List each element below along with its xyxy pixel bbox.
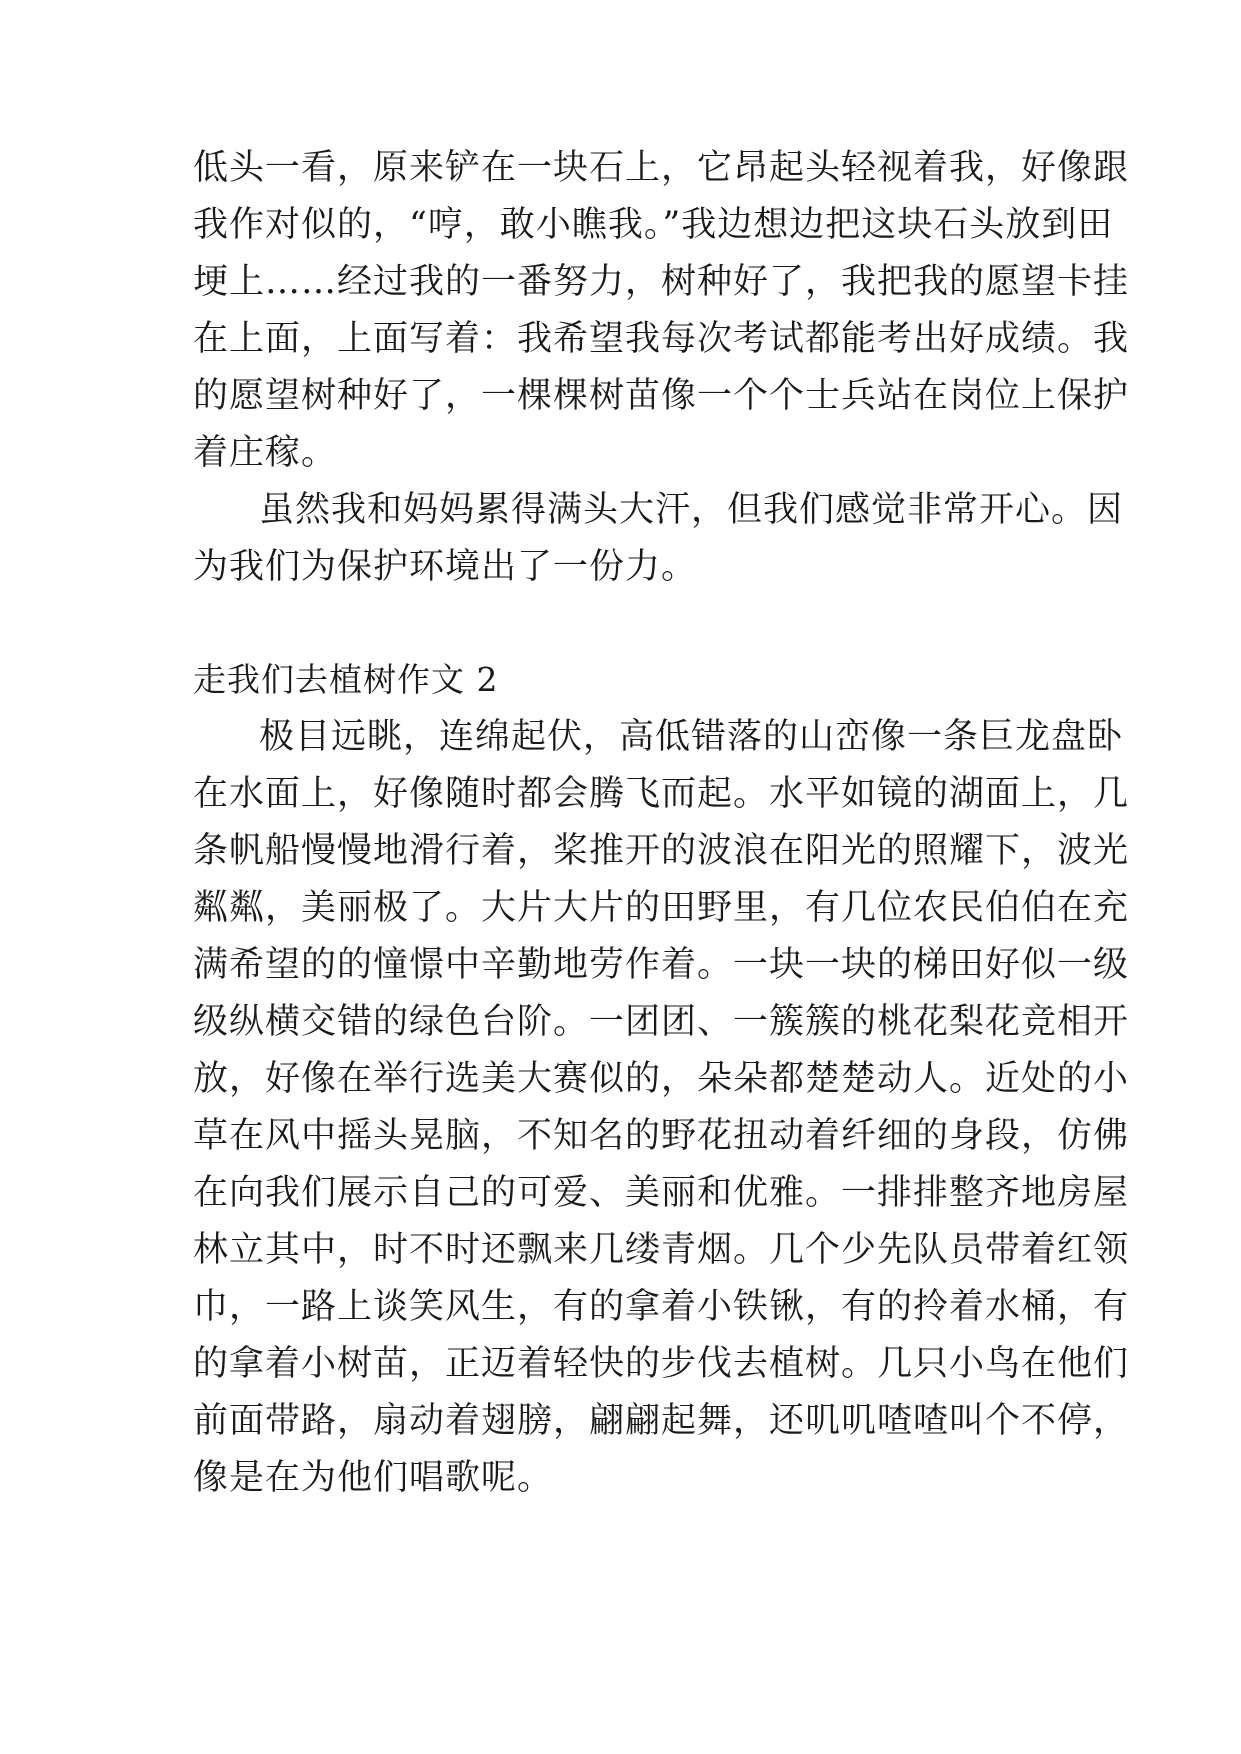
paragraph-line: 级纵横交错的绿色台阶。一团团、一簇簇的桃花梨花竞相开 [193,1002,1130,1042]
paragraph-line: 着庄稼。 [193,433,338,473]
paragraph-line: 巾，一路上谈笑风生，有的拿着小铁锹，有的拎着水桶，有 [193,1287,1130,1327]
paragraph-line: 放，好像在举行选美大赛似的，朵朵都楚楚动人。近处的小 [193,1059,1130,1099]
paragraph-line: 像是在为他们唱歌呢。 [193,1458,554,1498]
paragraph-line: 为我们为保护环境出了一份力。 [193,547,698,587]
paragraph-line: 在向我们展示自己的可爱、美丽和优雅。一排排整齐地房屋 [193,1173,1130,1213]
paragraph-line: 的愿望树种好了，一棵棵树苗像一个个士兵站在岗位上保护 [193,376,1130,416]
paragraph-line: 林立其中，时不时还飘来几缕青烟。几个少先队员带着红领 [193,1230,1130,1270]
paragraph-line: 草在风中摇头晃脑，不知名的野花扭动着纤细的身段，仿佛 [193,1116,1130,1156]
paragraph-line: 前面带路，扇动着翅膀，翩翩起舞，还叽叽喳喳叫个不停， [193,1401,1130,1441]
paragraph-line: 我作对似的，“哼，敢小瞧我。”我边想边把这块石头放到田 [193,205,1114,245]
paragraph-line: 满希望的的憧憬中辛勤地劳作着。一块一块的梯田好似一级 [193,945,1130,985]
section-title: 走我们去植树作文 2 [193,660,499,699]
paragraph-line: 虽然我和妈妈累得满头大汗，但我们感觉非常开心。因 [259,490,1124,530]
paragraph-line: 低头一看，原来铲在一块石上，它昂起头轻视着我，好像跟 [193,148,1130,188]
paragraph-line: 在水面上，好像随时都会腾飞而起。水平如镜的湖面上，几 [193,774,1130,814]
paragraph-line: 的拿着小树苗，正迈着轻快的步伐去植树。几只小鸟在他们 [193,1344,1130,1384]
paragraph-line: 在上面，上面写着：我希望我每次考试都能考出好成绩。我 [193,319,1130,359]
paragraph-line: 条帆船慢慢地滑行着，桨推开的波浪在阳光的照耀下，波光 [193,831,1130,871]
paragraph-line: 埂上……经过我的一番努力，树种好了，我把我的愿望卡挂 [193,262,1130,302]
paragraph-line: 极目远眺，连绵起伏，高低错落的山峦像一条巨龙盘卧 [259,717,1124,757]
paragraph-line: 粼粼，美丽极了。大片大片的田野里，有几位农民伯伯在充 [193,888,1130,928]
